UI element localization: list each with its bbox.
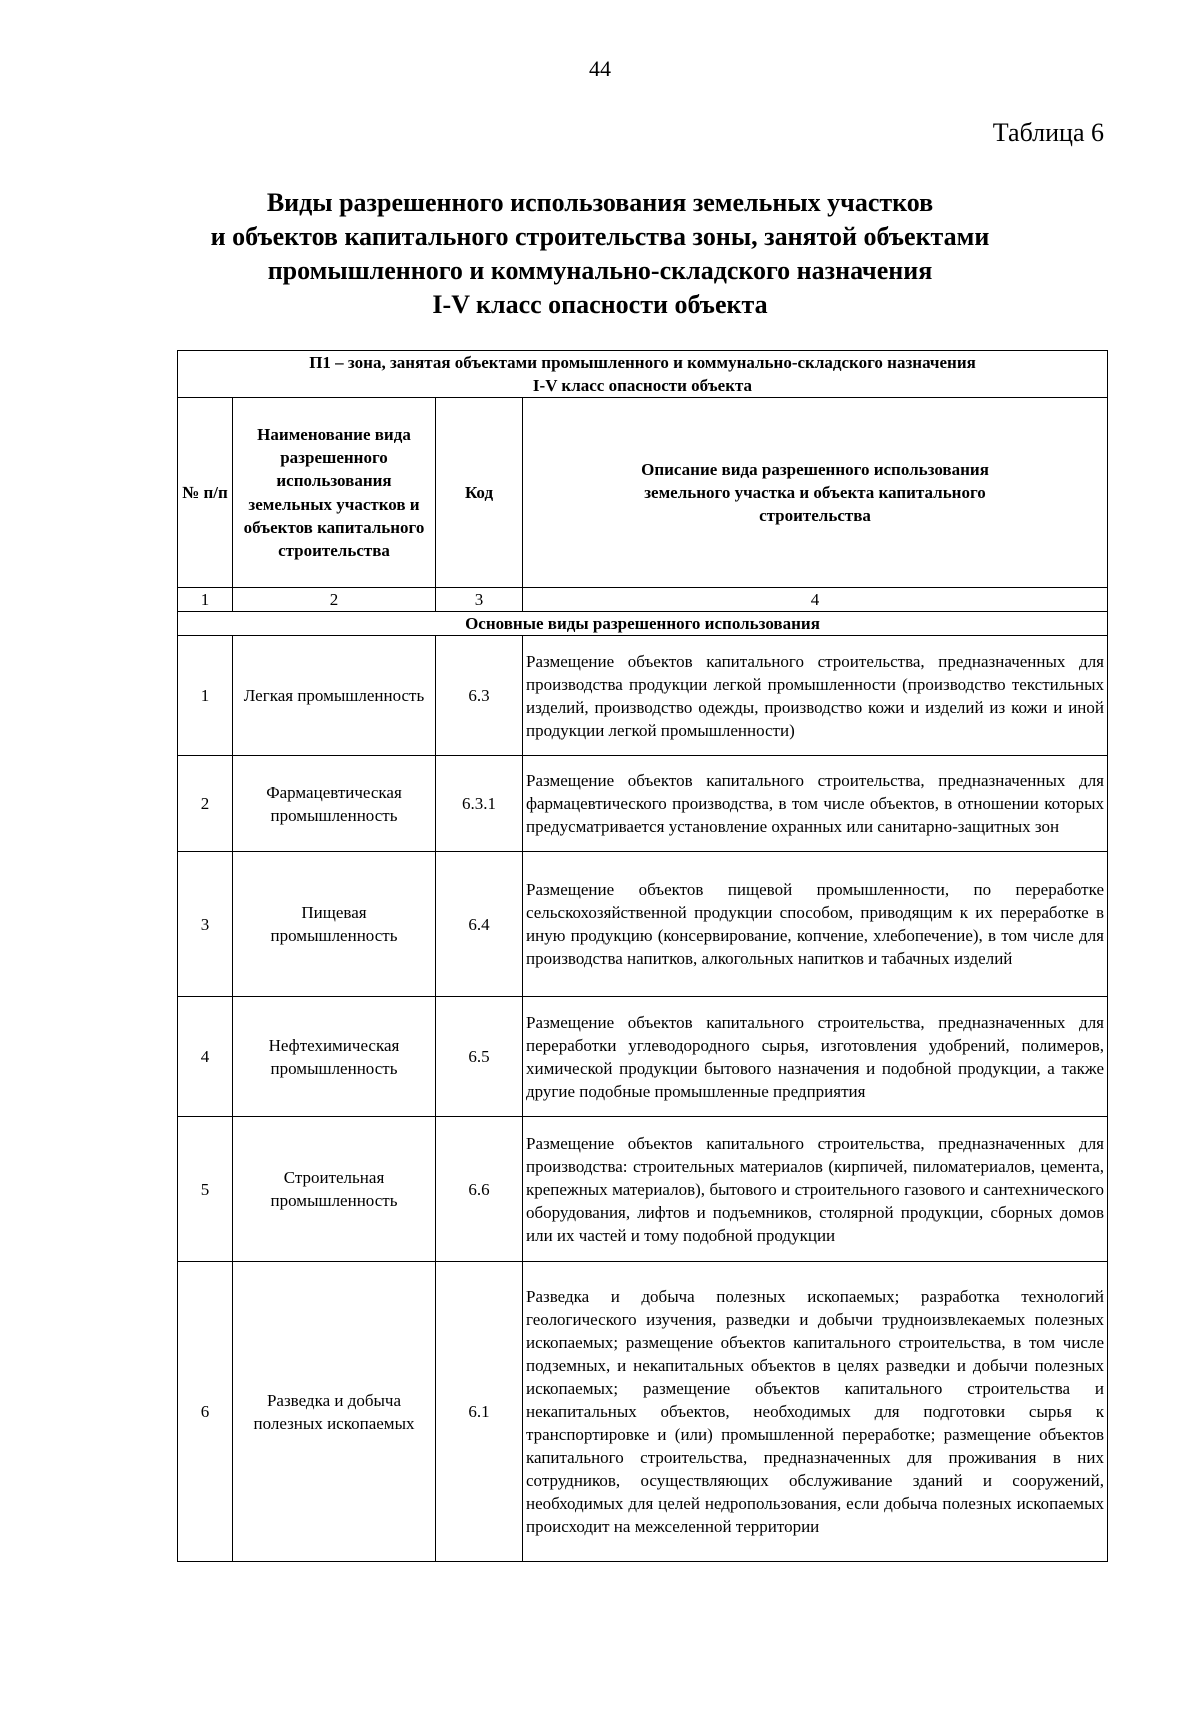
row-description: [523, 756, 1108, 852]
header-description: Описание вида разрешенного использования земельного участка и объекта капитального строительства: [523, 398, 1108, 588]
title-line: промышленного и коммунально-складского назначения: [267, 256, 933, 285]
row-code: 6.3.1: [436, 756, 523, 852]
table-row: [178, 756, 1108, 852]
land-use-table: [177, 350, 1108, 1562]
title-line: I-V класс опасности объекта: [432, 290, 768, 319]
row-code: 6.3: [436, 636, 523, 756]
column-header-row: [178, 398, 1108, 588]
table-row: [178, 997, 1108, 1117]
row-number: 2: [178, 756, 233, 852]
row-number: 4: [178, 997, 233, 1117]
row-number: 6: [178, 1262, 233, 1562]
table-row: [178, 852, 1108, 997]
column-number-row: [178, 588, 1108, 612]
row-description-text: Размещение объектов капитального строительства, предназначенных для производства: строительных материалов (кирпичей, пиломатериалов, цемента, крепежных материалов), бытового и строительного газового и сантехнического оборудования, лифтов и подъемников, столярной продукции, сборных домов или их частей и тому подобной продукции: [526, 1133, 1104, 1245]
row-description: [523, 997, 1108, 1117]
section-row: [178, 612, 1108, 636]
row-description: [523, 636, 1108, 756]
title-line: и объектов капитального строительства зоны, занятой объектами: [210, 222, 990, 251]
row-name: Нефтехимическая промышленность: [233, 997, 436, 1117]
table-row: [178, 1117, 1108, 1262]
row-name: Пищевая промышленность: [233, 852, 436, 997]
row-code: 6.4: [436, 852, 523, 997]
row-name: Фармацевтическая промышленность: [233, 756, 436, 852]
row-description-text: Размещение объектов капитального строительства, предназначенных для переработки углеводородного сырья, изготовления удобрений, полимеров, химической продукции бытового назначения и подобной продукции, а также другие подобные промышленные предприятия: [526, 1012, 1104, 1101]
row-number: 5: [178, 1117, 233, 1262]
table-label: Таблица 6: [992, 118, 1104, 147]
zone-title: П1 – зона, занятая объектами промышленного и коммунально-складского назначения: [309, 353, 976, 372]
section-title: Основные виды разрешенного использования: [178, 612, 1108, 636]
row-description-text: Размещение объектов капитального строительства, предназначенных для производства продукции легкой промышленности (производство текстильных изделий, производство одежды, производство кожи и изделий из кожи и иной продукции легкой промышленности): [526, 651, 1104, 740]
column-number: 2: [233, 588, 436, 612]
row-number: 1: [178, 636, 233, 756]
row-number: 3: [178, 852, 233, 997]
row-code: 6.6: [436, 1117, 523, 1262]
table-row: [178, 636, 1108, 756]
table-row: [178, 1262, 1108, 1562]
row-description: [523, 1262, 1108, 1562]
row-description-text: Разведка и добыча полезных ископаемых; разработка технологий геологического изучения, разведки и добычи трудноизвлекаемых полезных ископаемых; размещение объектов капитального строительства, в том числе подземных, и некапитальных объектов в целях разведки и добычи полезных ископаемых; размещение объектов капитального строительства и некапитальных объектов, необходимых для подготовки сырья к транспортировке и (или) промышленной переработке; размещение объектов капитального строительства, предназначенных для проживания в них сотрудников, осуществляющих обслуживание зданий и сооружений, необходимых для целей недропользования, если добыча полезных ископаемых происходит на межселенной территории: [526, 1287, 1104, 1536]
row-description: [523, 1117, 1108, 1262]
column-number: 3: [436, 588, 523, 612]
header-name: Наименование вида разрешенного использования земельных участков и объектов капитального строительства: [233, 398, 436, 588]
header-num: № п/п: [178, 398, 233, 588]
row-code: 6.5: [436, 997, 523, 1117]
zone-title-cell: [178, 351, 1108, 398]
row-description-text: Размещение объектов капитального строительства, предназначенных для фармацевтического производства, в том числе объектов, в отношении которых предусматривается установление охранных или санитарно-защитных зон: [526, 771, 1104, 836]
page-number: 44: [589, 56, 611, 81]
title-line: Виды разрешенного использования земельных участков: [266, 188, 934, 217]
header-code: Код: [436, 398, 523, 588]
row-description-text: Размещение объектов пищевой промышленности, по переработке сельскохозяйственной продукции способом, приводящим к их переработке в иную продукцию (консервирование, копчение, хлебопечение), в том числе для производства напитков, алкогольных напитков и табачных изделий: [526, 880, 1104, 968]
column-number: 1: [178, 588, 233, 612]
column-number: 4: [523, 588, 1108, 612]
zone-hazard-class: I-V класс опасности объекта: [532, 376, 753, 395]
document-title: [100, 186, 1100, 322]
row-name: Легкая промышленность: [233, 636, 436, 756]
row-description: [523, 852, 1108, 997]
row-code: 6.1: [436, 1262, 523, 1562]
row-name: Строительная промышленность: [233, 1117, 436, 1262]
zone-header-row: [178, 351, 1108, 398]
row-name: Разведка и добыча полезных ископаемых: [233, 1262, 436, 1562]
